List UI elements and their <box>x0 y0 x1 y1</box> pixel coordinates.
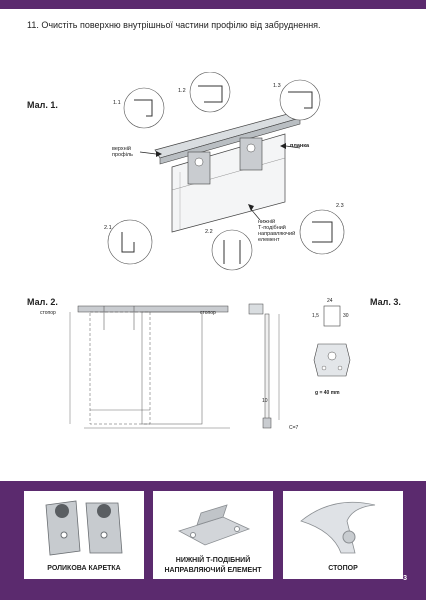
card-guide-label-line-1: НИЖНІЙ Т-ПОДІБНИЙ <box>175 557 251 564</box>
page-number: 3 <box>403 575 407 582</box>
instruction-step: 11. Очистіть поверхню внутрішньої частини профілю від забруднення. <box>27 20 321 30</box>
g-note-label: g = 40 mm <box>315 390 340 396</box>
callout-2-1: 2.1 <box>104 225 112 231</box>
stopper-image <box>283 491 403 561</box>
callout-2-2: 2.2 <box>205 229 213 235</box>
figure-1-label: Мал. 1. <box>27 100 58 110</box>
door-side-view-drawing <box>245 300 300 435</box>
guide-line-1: нижній <box>258 219 276 225</box>
top-accent-bar <box>0 0 426 9</box>
figure-3-label: Мал. 3. <box>370 297 401 307</box>
top-profile-line-2: профіль <box>112 152 133 158</box>
dim-10-label: 10 <box>262 398 268 404</box>
door-front-view-drawing <box>60 300 240 435</box>
callout-1-2: 1.2 <box>178 88 186 94</box>
stop-left-label: стопор <box>40 310 56 316</box>
card-carriage-label: РОЛИКОВА КАРЕТКА <box>47 565 121 572</box>
guide-line-3: направляючий <box>258 231 296 237</box>
dim-c-label: C=7 <box>289 425 299 431</box>
stop-right-label: стопор <box>200 310 216 316</box>
guide-line-4: елемент <box>258 237 280 243</box>
top-profile-callout <box>112 146 133 158</box>
product-card-guide <box>153 491 273 579</box>
website-url[interactable]: WWW.NOVACIA.COM.UA <box>316 476 404 483</box>
guide-callout <box>258 219 295 243</box>
card-stopper-label: СТОПОР <box>328 565 358 572</box>
card-guide-label-line-2: НАПРАВЛЯЮЧИЙ ЕЛЕМЕНТ <box>164 567 262 574</box>
product-card-carriage <box>24 491 144 579</box>
top-profile-line-1: верхній <box>112 146 131 152</box>
dim-1-5-label: 1,5 <box>312 313 319 319</box>
door-assembly-drawing <box>100 72 360 272</box>
callout-1-3: 1.3 <box>273 83 281 89</box>
product-card-stopper <box>283 491 403 579</box>
figure-2-label: Мал. 2. <box>27 297 58 307</box>
callout-2-3: 2.3 <box>336 203 344 209</box>
plank-callout: планка <box>290 143 310 149</box>
dim-24-label: 24 <box>327 298 333 304</box>
guide-image <box>153 491 273 561</box>
carriage-image <box>24 491 144 561</box>
dim-30-label: 30 <box>343 313 349 319</box>
callout-1-1: 1.1 <box>113 100 121 106</box>
guide-line-2: Т-подібний <box>258 225 286 231</box>
